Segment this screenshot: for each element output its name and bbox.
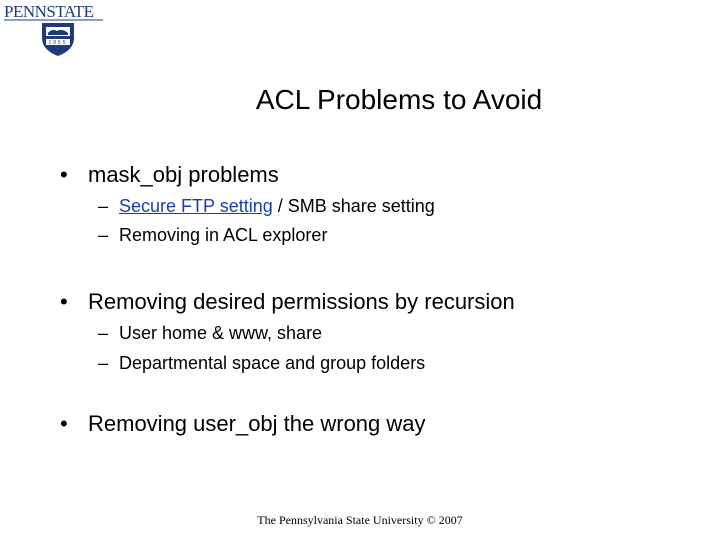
penn-state-logo — [2, 0, 106, 58]
penn-state-shield-logo-icon — [2, 0, 106, 58]
sub-marker: – — [98, 353, 109, 373]
bullet-text: Removing user_obj the wrong way — [88, 411, 426, 436]
sub-marker: – — [98, 196, 109, 216]
sub-item-text: / SMB share setting — [272, 196, 435, 216]
bullet-marker: • — [60, 162, 68, 187]
sub-item-1-2 — [98, 223, 327, 247]
sub-item-2-1 — [98, 321, 322, 345]
bullet-marker: • — [60, 411, 68, 436]
bullet-text: mask_obj problems — [88, 162, 279, 187]
secure-ftp-setting-link[interactable]: Secure FTP setting — [119, 196, 273, 216]
sub-marker: – — [98, 323, 109, 343]
sub-item-text: Removing in ACL explorer — [119, 225, 328, 245]
logo-seal-year: 1855 — [48, 40, 68, 46]
bullet-item-2 — [60, 288, 515, 316]
slide-footer: The Pennsylvania State University © 2007 — [257, 513, 463, 527]
sub-item-text: User home & www, share — [119, 323, 323, 343]
bullet-item-1 — [60, 161, 279, 189]
bullet-marker: • — [60, 289, 68, 314]
sub-item-text: Departmental space and group folders — [119, 353, 426, 373]
sub-item-1-1 — [98, 194, 435, 218]
sub-item-2-2 — [98, 351, 425, 375]
logo-wordmark: PENNSTATE — [4, 2, 94, 21]
bullet-text: Removing desired permissions by recursion — [88, 289, 515, 314]
sub-marker: – — [98, 225, 109, 245]
slide-title: ACL Problems to Avoid — [255, 84, 543, 115]
bullet-item-3 — [60, 410, 426, 438]
